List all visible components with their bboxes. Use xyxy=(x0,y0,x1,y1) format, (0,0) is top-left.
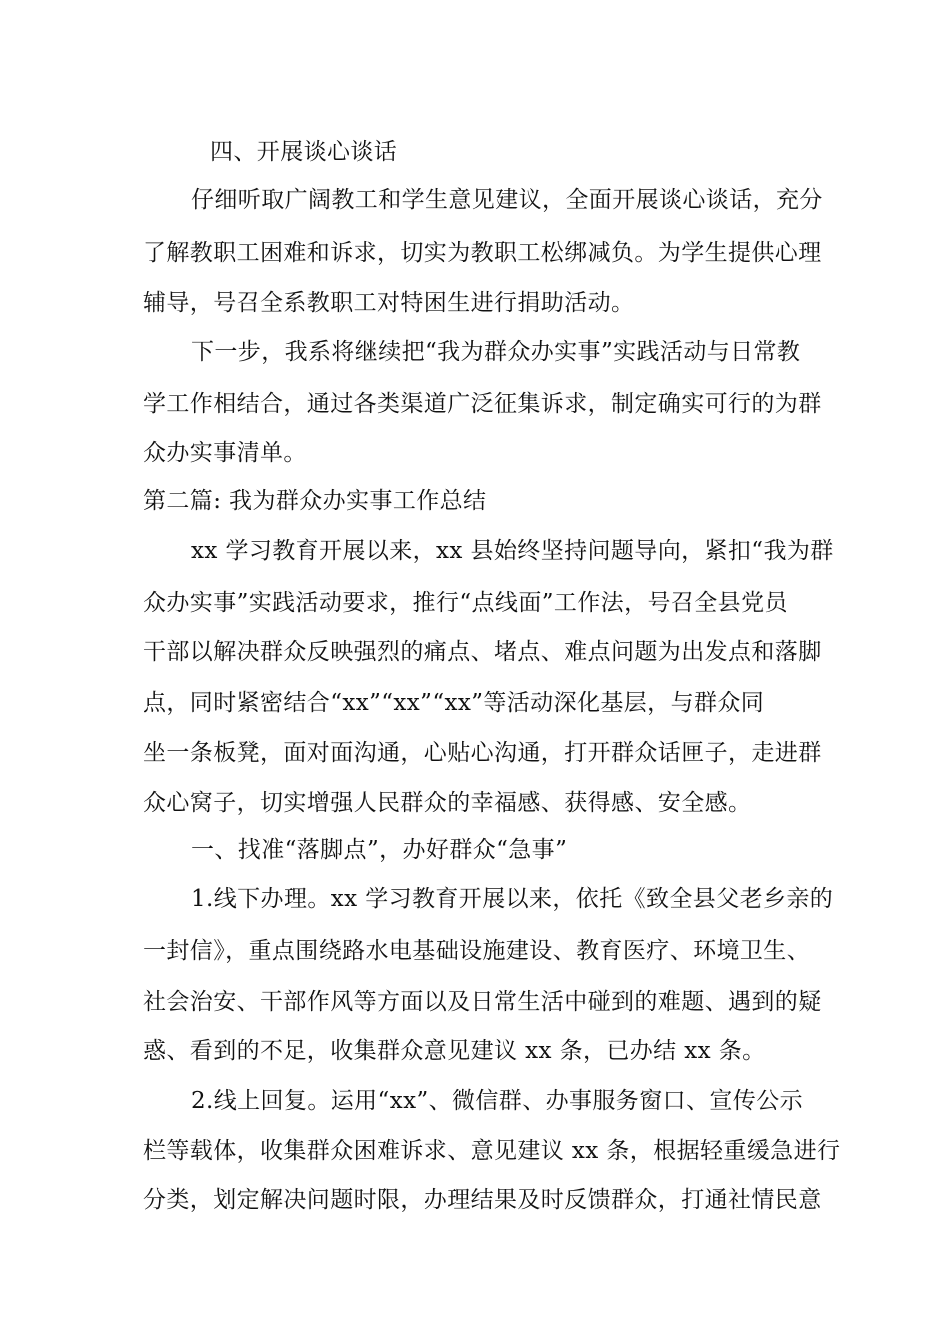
paragraph-line: xx 学习教育开展以来，xx 县始终坚持问题导向，紧扣“我为群 xyxy=(191,538,834,564)
paragraph-line: 栏等载体，收集群众困难诉求、意见建议 xx 条，根据轻重缓急进行 xyxy=(143,1138,841,1164)
part-two-title: 第二篇: 我为群众办实事工作总结 xyxy=(143,488,487,514)
paragraph-line: 学工作相结合，通过各类渠道广泛征集诉求，制定确实可行的为群 xyxy=(143,391,822,417)
paragraph-line: 了解教职工困难和诉求，切实为教职工松绑减负。为学生提供心理 xyxy=(143,240,822,266)
paragraph-line: 分类，划定解决问题时限，办理结果及时反馈群众，打通社情民意 xyxy=(143,1187,822,1213)
section-heading-four: 四、开展谈心谈话 xyxy=(210,139,398,165)
paragraph-line: 一封信》，重点围绕路水电基础设施建设、教育医疗、环境卫生、 xyxy=(143,938,811,964)
subheading-one: 一、找准“落脚点”，办好群众“急事” xyxy=(191,837,568,863)
paragraph-line: 辅导，号召全系教职工对特困生进行捐助活动。 xyxy=(143,290,635,316)
paragraph-line: 众心窝子，切实增强人民群众的幸福感、获得感、安全感。 xyxy=(143,790,752,816)
paragraph-line: 坐一条板凳，面对面沟通，心贴心沟通，打开群众话匣子，走进群 xyxy=(143,740,822,766)
paragraph-line: 众办实事”实践活动要求，推行“点线面”工作法，号召全县党员 xyxy=(143,590,788,616)
paragraph-line: 1.线下办理。xx 学习教育开展以来，依托《致全县父老乡亲的 xyxy=(191,886,834,912)
paragraph-line: 干部以解决群众反映强烈的痛点、堵点、难点问题为出发点和落脚 xyxy=(143,639,822,665)
paragraph-line: 点，同时紧密结合“xx”“xx”“xx”等活动深化基层，与群众同 xyxy=(143,690,765,716)
paragraph-line: 2.线上回复。运用“xx”、微信群、办事服务窗口、宣传公示 xyxy=(191,1088,804,1114)
paragraph-line: 下一步，我系将继续把“我为群众办实事”实践活动与日常教 xyxy=(191,339,801,365)
paragraph-line: 众办实事清单。 xyxy=(143,440,307,466)
paragraph-line: 仔细听取广阔教工和学生意见建议，全面开展谈心谈话，充分 xyxy=(191,187,823,213)
paragraph-line: 惑、看到的不足，收集群众意见建议 xx 条，已办结 xx 条。 xyxy=(143,1038,766,1064)
paragraph-line: 社会治安、干部作风等方面以及日常生活中碰到的难题、遇到的疑 xyxy=(143,989,822,1015)
